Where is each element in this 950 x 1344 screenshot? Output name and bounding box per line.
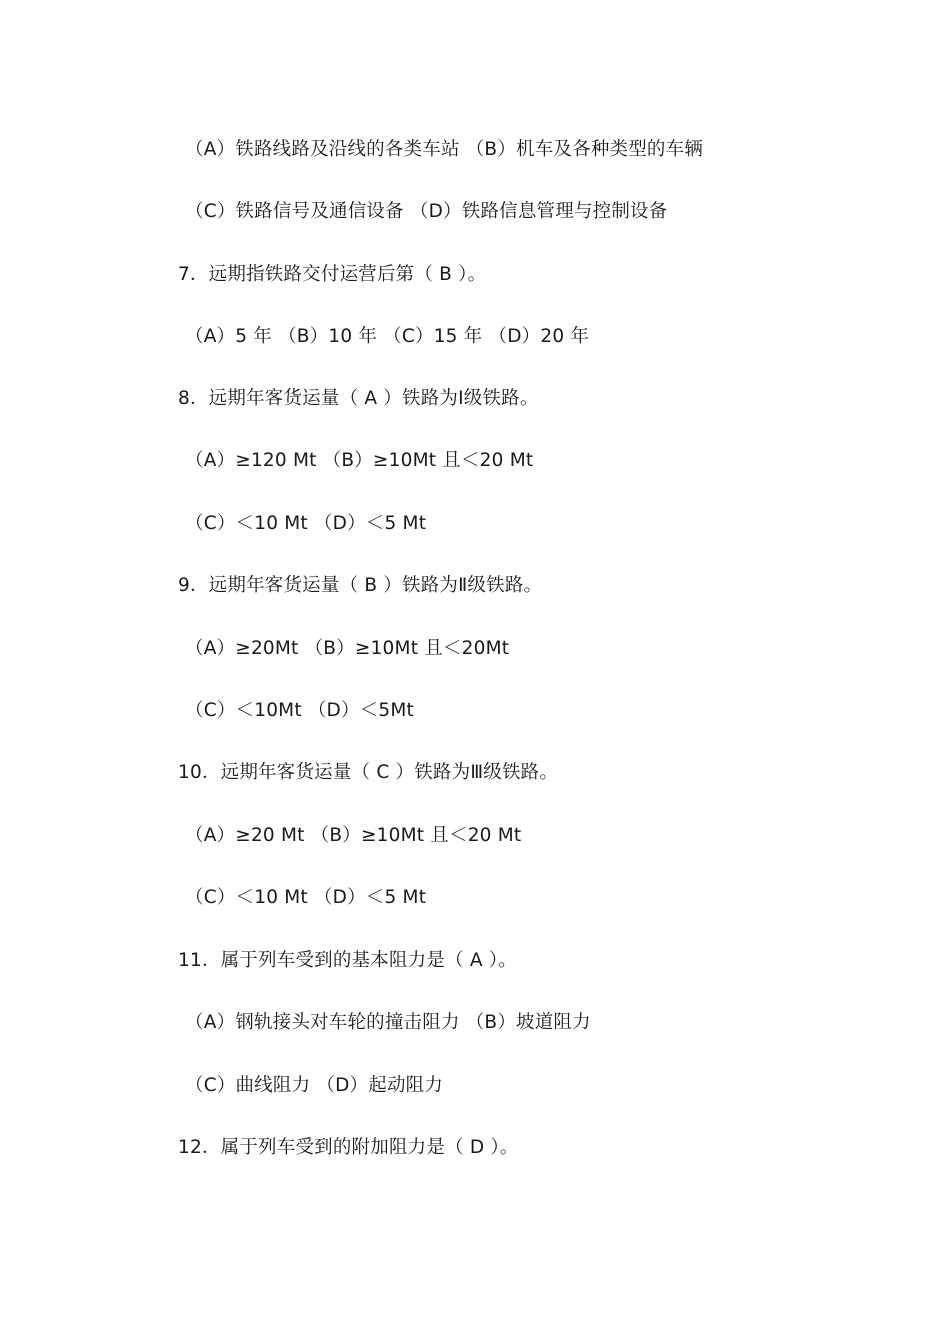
q9-options-cd: （C）＜10Mt （D）＜5Mt (185, 700, 414, 721)
question-9: 9．远期年客货运量（ B ）铁路为Ⅱ级铁路。 (178, 575, 543, 596)
q8-options-ab: （A）≥120 Mt （B）≥10Mt 且＜20 Mt (185, 450, 534, 471)
q10-options-ab: （A）≥20 Mt （B）≥10Mt 且＜20 Mt (185, 825, 522, 846)
question-8: 8．远期年客货运量（ A ）铁路为Ⅰ级铁路。 (178, 388, 539, 409)
q10-options-cd: （C）＜10 Mt （D）＜5 Mt (185, 887, 427, 908)
q7-options: （A）5 年 （B）10 年 （C）15 年 （D）20 年 (185, 326, 590, 347)
question-7: 7．远期指铁路交付运营后第（ B ）。 (178, 264, 487, 285)
question-11: 11．属于列车受到的基本阻力是（ A ）。 (178, 950, 517, 971)
q11-options-cd: （C）曲线阻力 （D）起动阻力 (185, 1075, 444, 1096)
question-10: 10．远期年客货运量（ C ）铁路为Ⅲ级铁路。 (178, 762, 559, 783)
q6-options-cd: （C）铁路信号及通信设备 （D）铁路信息管理与控制设备 (185, 201, 668, 222)
q6-options-ab: （A）铁路线路及沿线的各类车站 （B）机车及各种类型的车辆 (185, 139, 704, 160)
q9-options-ab: （A）≥20Mt （B）≥10Mt 且＜20Mt (185, 638, 510, 659)
q8-options-cd: （C）＜10 Mt （D）＜5 Mt (185, 513, 427, 534)
question-12: 12．属于列车受到的附加阻力是（ D ）。 (178, 1137, 519, 1158)
q11-options-ab: （A）钢轨接头对车轮的撞击阻力 （B）坡道阻力 (185, 1012, 591, 1033)
